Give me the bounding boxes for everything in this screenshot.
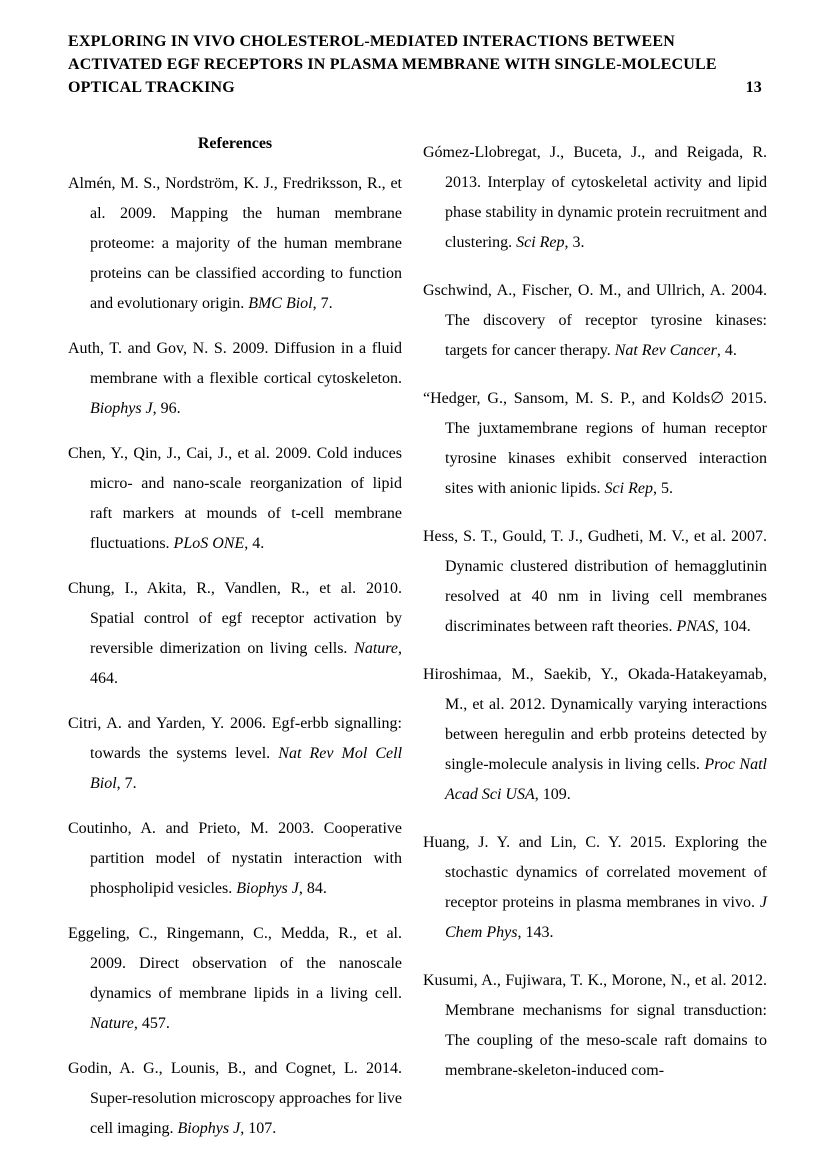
reference-text: , 107. xyxy=(240,1120,277,1137)
journal-name: Nat Rev Mol Cell Biol xyxy=(90,745,403,792)
reference-text: , 3. xyxy=(564,234,585,251)
reference-entry xyxy=(423,384,767,504)
reference-text: , 7. xyxy=(116,775,137,792)
reference-text: , 4. xyxy=(716,342,737,359)
journal-name: BMC Biol xyxy=(248,295,313,312)
references-list-right xyxy=(423,138,767,1086)
journal-name: Nature xyxy=(354,640,398,657)
journal-name: PLoS ONE xyxy=(173,535,245,552)
reference-text: Eggeling, C., Ringemann, C., Medda, R., et al. 2009. Direct observation of the nanoscale dynamics of membrane lipids in a living cell. xyxy=(68,925,402,1002)
left-column xyxy=(68,125,402,1159)
reference-text: , 143. xyxy=(517,924,554,941)
reference-text: Auth, T. and Gov, N. S. 2009. Diffusion in a fluid membrane with a flexible cortical cytoskeleton. xyxy=(68,340,402,387)
running-head xyxy=(68,30,762,99)
reference-text: , 109. xyxy=(534,786,571,803)
reference-entry xyxy=(423,276,767,366)
journal-name: PNAS xyxy=(676,618,715,635)
reference-text: , 5. xyxy=(652,480,673,497)
paper-title-line-2: ACTIVATED EGF RECEPTORS IN PLASMA MEMBRANE WITH SINGLE-MOLECULE xyxy=(68,56,717,73)
journal-name: Biophys J xyxy=(177,1120,241,1137)
reference-entry xyxy=(68,1054,402,1144)
reference-text: , 7. xyxy=(312,295,333,312)
reference-entry xyxy=(68,439,402,559)
journal-name: Proc Natl Acad Sci USA xyxy=(445,756,767,803)
reference-text: , 464. xyxy=(90,640,402,687)
references-heading: References xyxy=(197,135,273,152)
reference-entry xyxy=(423,660,767,810)
reference-entry xyxy=(68,169,402,319)
journal-name: Nat Rev Cancer xyxy=(614,342,717,359)
reference-text: Chung, I., Akita, R., Vandlen, R., et al. 2010. Spatial control of egf receptor activation by reversible dimerization on living cells. xyxy=(68,580,402,657)
paper-title-line-3: OPTICAL TRACKING xyxy=(68,79,235,96)
reference-text: Godin, A. G., Lounis, B., and Cognet, L. 2014. Super-resolution microscopy approaches for live cell imaging. xyxy=(68,1060,402,1137)
reference-text: Kusumi, A., Fujiwara, T. K., Morone, N., et al. 2012. Membrane mechanisms for signal transduction: The coupling of the meso-scale raft domains to membrane-skeleton-induced com- xyxy=(423,972,767,1079)
journal-name: J Chem Phys xyxy=(445,894,767,941)
reference-text: , 4. xyxy=(244,535,265,552)
journal-name: Biophys J xyxy=(90,400,153,417)
reference-entry xyxy=(423,828,767,948)
reference-text: Gómez-Llobregat, J., Buceta, J., and Reigada, R. 2013. Interplay of cytoskeletal activity and lipid phase stability in dynamic protein recruitment and clustering. xyxy=(423,144,767,251)
reference-entry xyxy=(423,966,767,1086)
reference-text: , 84. xyxy=(298,880,327,897)
reference-text: Citri, A. and Yarden, Y. 2006. Egf-erbb signalling: towards the systems level. xyxy=(68,715,402,762)
reference-text: Chen, Y., Qin, J., Cai, J., et al. 2009. Cold induces micro- and nano-scale reorganization of lipid raft markers at mounds of t-cell membrane fluctuations. xyxy=(68,445,402,552)
reference-entry xyxy=(68,919,402,1039)
journal-name: Biophys J xyxy=(236,880,299,897)
reference-entry xyxy=(68,334,402,424)
journal-name: Sci Rep xyxy=(516,234,565,251)
reference-entry xyxy=(68,709,402,799)
reference-text: “Hedger, G., Sansom, M. S. P., and Kolds∅ 2015. The juxtamembrane regions of human receptor tyrosine kinases exhibit conserved interaction sites with anionic lipids. xyxy=(423,390,767,497)
reference-text: , 457. xyxy=(133,1015,170,1032)
reference-text: , 96. xyxy=(152,400,181,417)
right-column xyxy=(423,125,767,1159)
reference-text: Huang, J. Y. and Lin, C. Y. 2015. Exploring the stochastic dynamics of correlated movement of receptor proteins in plasma membranes in vivo. xyxy=(423,834,767,911)
reference-text: Hess, S. T., Gould, T. J., Gudheti, M. V., et al. 2007. Dynamic clustered distribution of hemagglutinin resolved at 40 nm in living cell membranes discriminates between raft theories. xyxy=(423,528,767,635)
reference-text: Hiroshimaa, M., Saekib, Y., Okada-Hatakeyamab, M., et al. 2012. Dynamically varying interactions between heregulin and erbb proteins detected by single-molecule analysis in living cells. xyxy=(423,666,767,773)
journal-name: Sci Rep xyxy=(604,480,653,497)
reference-entry xyxy=(423,138,767,258)
reference-entry xyxy=(68,574,402,694)
references-list-left xyxy=(68,169,402,1144)
reference-text: Almén, M. S., Nordström, K. J., Fredriksson, R., et al. 2009. Mapping the human membrane proteome: a majority of the human membrane proteins can be classified according to function and evolutionary origin. xyxy=(68,175,402,312)
reference-text: Gschwind, A., Fischer, O. M., and Ullrich, A. 2004. The discovery of receptor tyrosine kinases: targets for cancer therapy. xyxy=(423,282,767,359)
journal-name: Nature xyxy=(90,1015,134,1032)
page-number: 13 xyxy=(745,79,762,96)
paper-title-line-1: EXPLORING IN VIVO CHOLESTEROL-MEDIATED INTERACTIONS BETWEEN xyxy=(68,33,676,50)
reference-entry xyxy=(423,522,767,642)
reference-entry xyxy=(68,814,402,904)
reference-text: Coutinho, A. and Prieto, M. 2003. Cooperative partition model of nystatin interaction with phospholipid vesicles. xyxy=(68,820,402,897)
references-body xyxy=(68,125,767,1159)
reference-text: , 104. xyxy=(714,618,751,635)
